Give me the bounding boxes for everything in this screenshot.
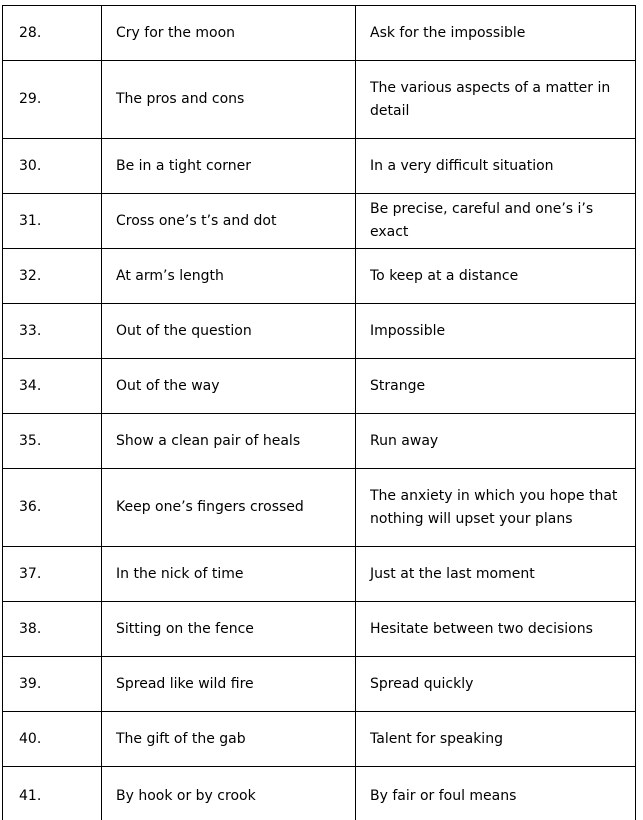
idiom-phrase: Out of the way [102,359,356,414]
idiom-meaning: By fair or foul means [356,767,636,820]
idiom-meaning: In a very difficult situation [356,139,636,194]
row-number: 29. [3,61,102,139]
table-row [3,657,636,712]
idiom-phrase: Spread like wild fire [102,657,356,712]
row-number: 37. [3,547,102,602]
row-number: 40. [3,712,102,767]
row-number: 31. [3,194,102,249]
table-row [3,139,636,194]
idiom-phrase: The pros and cons [102,61,356,139]
table-row [3,359,636,414]
row-number: 28. [3,6,102,61]
row-number: 32. [3,249,102,304]
idiom-phrase: Be in a tight corner [102,139,356,194]
idiom-phrase: At arm’s length [102,249,356,304]
row-number: 38. [3,602,102,657]
row-number: 34. [3,359,102,414]
table-row [3,249,636,304]
idiom-meaning: The anxiety in which you hope that nothing will upset your plans [356,469,636,547]
idioms-table [2,5,636,820]
idiom-meaning: Be precise, careful and one’s i’s exact [356,194,636,249]
table-row [3,767,636,820]
idiom-phrase: Show a clean pair of heals [102,414,356,469]
idiom-meaning: Run away [356,414,636,469]
idiom-meaning: To keep at a distance [356,249,636,304]
idiom-phrase: The gift of the gab [102,712,356,767]
table-row [3,61,636,139]
idiom-meaning: Ask for the impossible [356,6,636,61]
idiom-phrase: Cross one’s t’s and dot [102,194,356,249]
idiom-meaning: Strange [356,359,636,414]
idiom-meaning: Just at the last moment [356,547,636,602]
idiom-phrase: Out of the question [102,304,356,359]
table-row [3,194,636,249]
table-row [3,414,636,469]
table-row [3,602,636,657]
idiom-meaning: Impossible [356,304,636,359]
idiom-phrase: Sitting on the fence [102,602,356,657]
row-number: 30. [3,139,102,194]
table-row [3,547,636,602]
idiom-phrase: By hook or by crook [102,767,356,820]
idiom-phrase: In the nick of time [102,547,356,602]
row-number: 39. [3,657,102,712]
idiom-phrase: Cry for the moon [102,6,356,61]
idiom-meaning: Spread quickly [356,657,636,712]
table-row [3,712,636,767]
idiom-meaning: The various aspects of a matter in detail [356,61,636,139]
row-number: 33. [3,304,102,359]
row-number: 35. [3,414,102,469]
table-row [3,304,636,359]
row-number: 41. [3,767,102,820]
table-row [3,469,636,547]
idiom-meaning: Hesitate between two decisions [356,602,636,657]
idiom-meaning: Talent for speaking [356,712,636,767]
row-number: 36. [3,469,102,547]
idiom-phrase: Keep one’s fingers crossed [102,469,356,547]
table-row [3,6,636,61]
